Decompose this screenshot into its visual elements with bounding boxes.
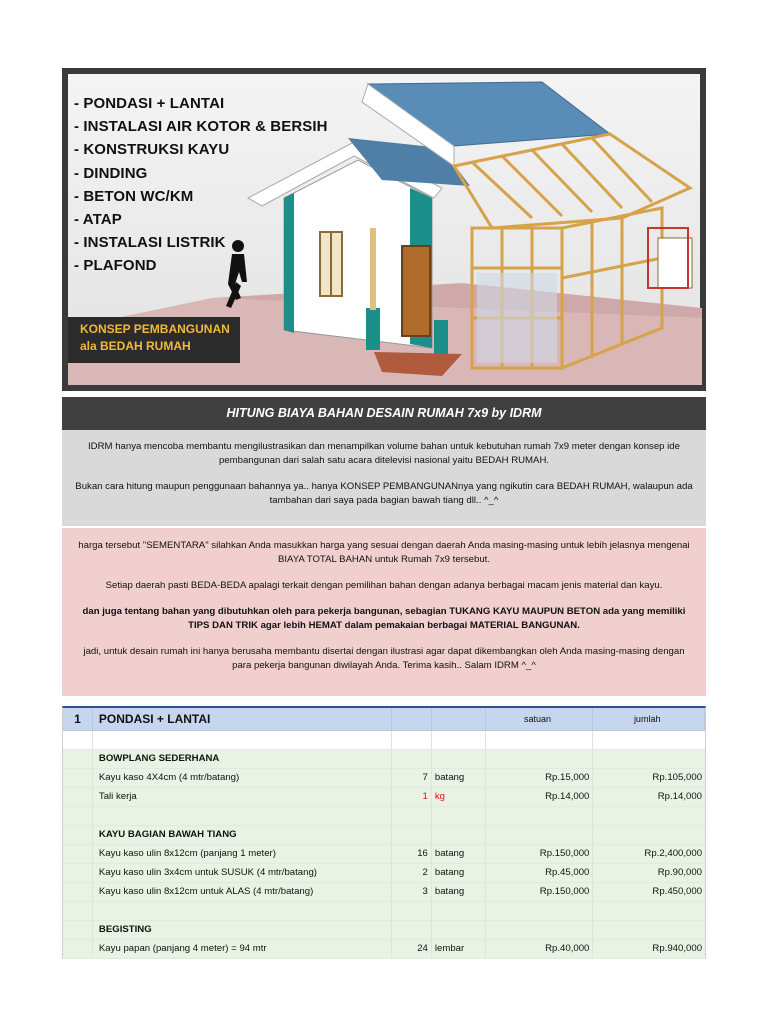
checklist-item: - ATAP — [74, 211, 122, 229]
table-section-row — [63, 750, 705, 769]
banner — [62, 68, 706, 391]
cost-table — [62, 706, 706, 959]
item-quantity: 24 — [392, 940, 432, 958]
checklist-item: - BETON WC/KM — [74, 187, 194, 205]
notes-paragraph: harga tersebut "SEMENTARA" silahkan Anda masukkan harga yang sesuai dengan daerah Anda masing-masing untuk lebih jelasnya mengenai BIAYA TOTAL BAHAN untuk Rumah 7x9 tersebut. — [78, 540, 690, 565]
column-header-jumlah: jumlah — [593, 708, 705, 730]
item-total: Rp.2,400,000 — [644, 848, 703, 859]
checklist-item: - KONSTRUKSI KAYU — [74, 141, 230, 159]
checklist-item: - DINDING — [74, 164, 148, 182]
item-unit-price: Rp.150,000 — [486, 883, 594, 901]
checklist-item: - PONDASI + LANTAI — [74, 95, 225, 112]
checklist-item: - INSTALASI LISTRIK — [74, 234, 226, 252]
item-unit: lembar — [432, 940, 486, 958]
table-section-row — [63, 921, 705, 940]
subsection-title: KAYU BAGIAN BAWAH TIANG — [93, 826, 392, 844]
intro-paragraph: IDRM hanya mencoba membantu mengilustrasikan dan menampilkan volume bahan untuk kebutuhan rumah 7x9 meter dengan konsep ide pembangunan dari salah satu acara ditelevisi nasional yaitu BEDAH RUMAH. — [88, 441, 680, 466]
item-quantity: 16 — [392, 845, 432, 863]
item-description: Tali kerja — [93, 788, 392, 806]
item-unit: batang — [432, 845, 486, 863]
konsep-line-2: ala BEDAH RUMAH — [80, 339, 191, 353]
item-total: Rp.90,000 — [657, 867, 703, 878]
item-total: Rp.940,000 — [652, 943, 703, 954]
scope-checklist — [74, 92, 328, 278]
page-title: HITUNG BIAYA BAHAN DESAIN RUMAH 7x9 by IDRM — [62, 397, 706, 430]
item-total: Rp.14,000 — [657, 791, 703, 802]
item-description: Kayu kaso ulin 8x12cm (panjang 1 meter) — [93, 845, 392, 863]
table-spacer-row — [63, 807, 705, 826]
item-quantity: 3 — [392, 883, 432, 901]
konsep-label — [68, 317, 240, 363]
item-quantity: 1 — [392, 788, 432, 806]
column-header-satuan: satuan — [486, 708, 594, 730]
section-title: PONDASI + LANTAI — [93, 708, 392, 730]
table-row — [63, 845, 705, 864]
checklist-item: - PLAFOND — [74, 257, 157, 275]
item-unit-price: Rp.150,000 — [486, 845, 594, 863]
table-row — [63, 864, 705, 883]
table-row — [63, 940, 705, 959]
item-quantity: 2 — [392, 864, 432, 882]
konsep-line-1: KONSEP PEMBANGUNAN — [80, 322, 230, 336]
notes-paragraph-bold: dan juga tentang bahan yang dibutuhkan oleh para pekerja bangunan, sebagian TUKANG KAYU MAUPUN BETON ada yang memiliki TIPS DAN TRIK agar lebih HEMAT dalam pemakaian berbagai MATERIAL BANGUNAN. — [82, 606, 686, 631]
item-unit-price: Rp.15,000 — [486, 769, 594, 787]
table-spacer-row — [63, 731, 705, 750]
item-description: Kayu kaso ulin 8x12cm untuk ALAS (4 mtr/batang) — [93, 883, 392, 901]
table-row — [63, 788, 705, 807]
document-page — [62, 68, 706, 959]
notes-block — [62, 528, 706, 696]
item-unit-price: Rp.40,000 — [486, 940, 594, 958]
intro-block — [62, 430, 706, 526]
subsection-title: BOWPLANG SEDERHANA — [93, 750, 392, 768]
item-description: Kayu papan (panjang 4 meter) = 94 mtr — [93, 940, 392, 958]
item-unit: batang — [432, 769, 486, 787]
table-section-row — [63, 826, 705, 845]
item-unit: batang — [432, 864, 486, 882]
table-row — [63, 769, 705, 788]
item-description: Kayu kaso 4X4cm (4 mtr/batang) — [93, 769, 392, 787]
item-unit-price: Rp.45,000 — [486, 864, 594, 882]
table-row — [63, 883, 705, 902]
checklist-item: - INSTALASI AIR KOTOR & BERSIH — [74, 118, 328, 136]
notes-paragraph: Setiap daerah pasti BEDA-BEDA apalagi terkait dengan pemilihan bahan dengan adanya berbagai macam jenis material dan kayu. — [105, 580, 663, 591]
notes-paragraph: jadi, untuk desain rumah ini hanya berusaha membantu disertai dengan ilustrasi agar dapat dikembangkan oleh Anda masing-masing dengan para pekerja bangunan diwilayah Anda. Terima kasih.. Salam IDRM ^_^ — [83, 646, 685, 671]
item-quantity: 7 — [392, 769, 432, 787]
section-number: 1 — [63, 708, 93, 730]
item-unit: kg — [432, 788, 486, 806]
item-description: Kayu kaso ulin 3x4cm untuk SUSUK (4 mtr/batang) — [93, 864, 392, 882]
item-unit-price: Rp.14,000 — [486, 788, 594, 806]
intro-paragraph: Bukan cara hitung maupun penggunaan bahannya ya.. hanya KONSEP PEMBANGUNANnya yang ngikutin cara BEDAH RUMAH, walaupun ada tambahan dari saya pada bagian bawah tiang dll.. ^_^ — [75, 481, 693, 506]
item-unit: batang — [432, 883, 486, 901]
table-spacer-row — [63, 902, 705, 921]
subsection-title: BEGISTING — [93, 921, 392, 939]
item-total: Rp.450,000 — [652, 886, 703, 897]
table-header-row — [63, 708, 705, 731]
item-total: Rp.105,000 — [652, 772, 703, 783]
